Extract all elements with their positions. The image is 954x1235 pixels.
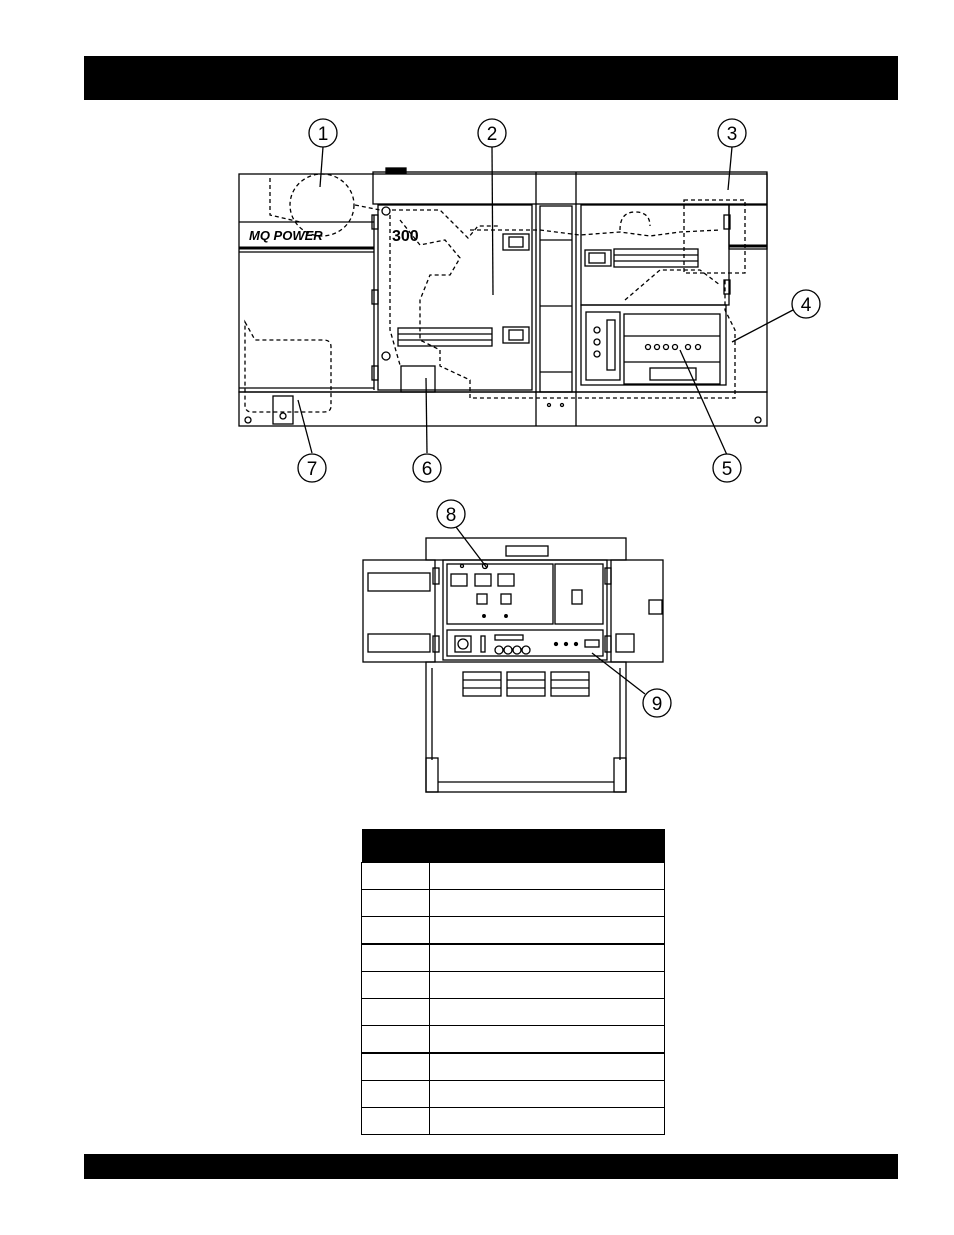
table-header-row <box>362 829 665 863</box>
table-cell-num <box>362 1081 430 1108</box>
table-cell-text <box>430 944 665 972</box>
table-cell-text <box>430 863 665 890</box>
callout-2: 2 <box>486 124 498 145</box>
table-cell-num <box>362 917 430 945</box>
callout-3: 3 <box>726 124 738 145</box>
table-row <box>362 863 665 890</box>
callout-4: 4 <box>800 295 812 316</box>
internal-components-dashed <box>245 174 745 412</box>
table-cell-num <box>362 1053 430 1081</box>
table-row <box>362 944 665 972</box>
callout-1: 1 <box>317 124 329 145</box>
table-cell-text <box>430 1053 665 1081</box>
table-cell-num <box>362 863 430 890</box>
callout-8: 8 <box>445 505 457 526</box>
right-door-grille <box>614 249 698 267</box>
table-cell-text <box>430 972 665 999</box>
table-row <box>362 999 665 1026</box>
callout-9: 9 <box>651 694 663 715</box>
page-footer-bar <box>84 1154 898 1179</box>
model-badge: 300 <box>392 228 419 245</box>
brand-logo: MQ POWER <box>249 228 323 243</box>
table-cell-text <box>430 1108 665 1135</box>
table-row <box>362 890 665 917</box>
table-row <box>362 1108 665 1135</box>
table-cell-text <box>430 1026 665 1054</box>
table-cell-text <box>430 890 665 917</box>
generator-front-view <box>363 538 663 792</box>
table-cell-num <box>362 944 430 972</box>
table-header-no <box>362 829 430 863</box>
table-row <box>362 1026 665 1054</box>
table-cell-num <box>362 1026 430 1054</box>
table-cell-num <box>362 1108 430 1135</box>
table-row <box>362 1053 665 1081</box>
table-cell-text <box>430 917 665 945</box>
table-cell-num <box>362 890 430 917</box>
left-door-grille <box>398 328 492 346</box>
table-cell-text <box>430 1081 665 1108</box>
callout-5: 5 <box>721 459 733 480</box>
table-cell-num <box>362 999 430 1026</box>
table-row <box>362 917 665 945</box>
front-grilles <box>463 672 589 696</box>
table-header-description <box>430 829 665 863</box>
table-row <box>362 972 665 999</box>
parts-table <box>361 829 665 1135</box>
callout-7: 7 <box>306 459 318 480</box>
table-row <box>362 1081 665 1108</box>
generator-side-view <box>239 168 767 426</box>
callout-6: 6 <box>421 459 433 480</box>
table-cell-text <box>430 999 665 1026</box>
parts-table-wrapper <box>361 829 665 1135</box>
table-cell-num <box>362 972 430 999</box>
